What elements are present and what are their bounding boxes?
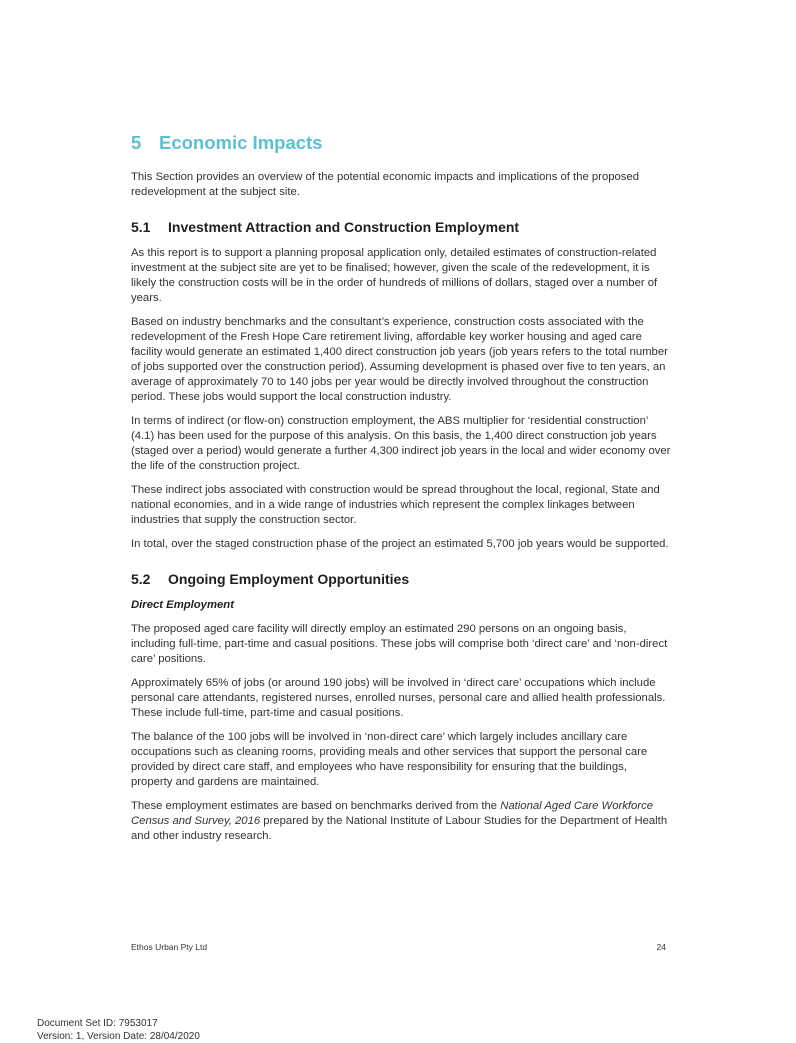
document-version: Version: 1, Version Date: 28/04/2020 [37,1031,200,1042]
document-set-stamp [37,1017,200,1043]
subsection-title: Investment Attraction and Construction Employment [168,219,520,235]
subsection-number: 5.2 [131,571,151,587]
text-after: prepared by the National Institute of Labour Studies for the Department of Health and other industry research. [131,815,668,842]
paragraph: In terms of indirect (or flow-on) construction employment, the ABS multiplier for ‘residential construction’ (4.1) has been used for the purpose of this analysis. On this basis, the 1,400 direct construction job years (staged over a period) would generate a further 4,300 indirect job years in the local and wider economy over the life of the construction project. [131,415,671,472]
paragraph: Based on industry benchmarks and the consultant’s experience, construction costs associated with the redevelopment of the Fresh Hope Care retirement living, affordable key worker housing and aged care facility would generate an estimated 1,400 direct construction job years (job years refers to the total number of jobs supported over the construction period). Assuming development is phased over five to ten years, an average of approximately 70 to 140 jobs per year would be directly involved throughout the construction period. These jobs would support the local construction industry. [131,316,668,403]
section-intro: This Section provides an overview of the potential economic impacts and implications of the proposed redevelopment at the subject site. [131,171,640,198]
subsection-number: 5.1 [131,219,151,235]
section-number: 5 [131,132,142,153]
subsection-heading-5-2 [131,570,671,588]
paragraph: The proposed aged care facility will directly employ an estimated 290 persons on an ongoing basis, including full-time, part-time and casual positions. These jobs will comprise both ‘direct care’ and ‘non-direct care’ positions. [131,623,668,665]
text-before: These employment estimates are based on benchmarks derived from the [131,800,501,812]
footer-company: Ethos Urban Pty Ltd [131,942,208,952]
section-heading [131,132,671,154]
subsection-heading-5-1 [131,218,671,236]
paragraph: These indirect jobs associated with construction would be spread throughout the local, regional, State and national economies, and in a wide range of industries which represent the complex linkages between industries that supply the construction sector. [131,484,660,526]
page-content [131,132,671,853]
paragraph: Approximately 65% of jobs (or around 190 jobs) will be involved in ‘direct care’ occupations which include personal care attendants, registered nurses, enrolled nurses, personal care and allied health professionals. These include full-time, part-time and casual positions. [131,677,666,719]
paragraph: As this report is to support a planning proposal application only, detailed estimates of construction-related investment at the subject site are yet to be finalised; however, given the scale of the redevelopment, it is likely the construction costs will be in the order of hundreds of millions of dollars, staged over a number of years. [131,247,658,304]
section-title: Economic Impacts [159,132,323,153]
document-set-id: Document Set ID: 7953017 [37,1018,158,1029]
minor-heading: Direct Employment [131,599,234,611]
paragraph: The balance of the 100 jobs will be involved in ‘non-direct care’ which largely includes ancillary care occupations such as cleaning rooms, providing meals and other services that support the personal care provided by direct care staff, and employees who have responsibility for ensuring that the buildings, property and gardens are maintained. [131,731,648,788]
subsection-title: Ongoing Employment Opportunities [168,571,410,587]
paragraph: In total, over the staged construction phase of the project an estimated 5,700 job years would be supported. [131,538,669,550]
page-number: 24 [656,942,666,952]
page-footer [131,942,666,952]
publication-title: National Aged Care Workforce Census and Survey, 2016 [131,800,654,827]
paragraph-with-citation [131,799,671,844]
